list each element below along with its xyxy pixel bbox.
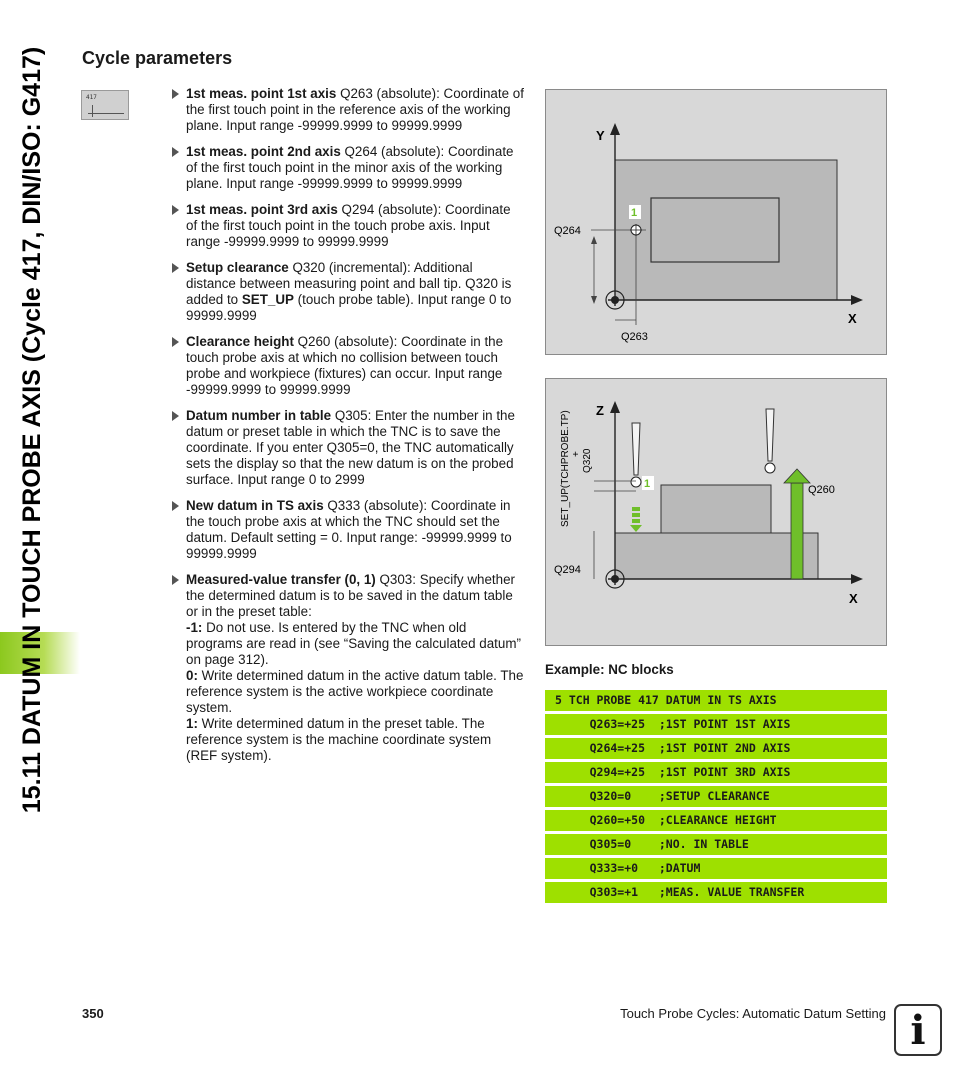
plus-label: +: [571, 451, 582, 457]
xy-diagram: [545, 89, 887, 355]
param-q260: Clearance height Q260 (absolute): Coordinate in the touch probe axis at which no collision between touch probe and workpiece (fixtures) can occur. Input range -99999.9999 to 99999.9999: [172, 334, 524, 398]
point-marker-2: 1: [644, 478, 651, 490]
nc-line: Q303=+1 ;MEAS. VALUE TRANSFER: [545, 882, 887, 903]
nc-line: Q333=+0 ;DATUM: [545, 858, 887, 879]
arrow-icon: [172, 147, 179, 157]
x-axis-label: X: [848, 311, 857, 326]
example-heading: Example: NC blocks: [545, 662, 674, 677]
param-q303: Measured-value transfer (0, 1) Q303: Specify whether the determined datum is to be saved in the datum table or in the preset table: -1: Do not use. Is entered by the TNC when old programs are read in (see “Saving the calculated datum” on page 312). 0: Write determined datum in the active datum table. The reference system is the active workpiece coordinate system. 1: Write determined datum in the preset table. The reference system is the machine coordinate system (REF system).: [172, 572, 524, 764]
param-q333: New datum in TS axis Q333 (absolute): Coordinate in the touch probe axis at which the TNC should set the datum. Default setting = 0. Input range: -99999.9999 to 99999.9999: [172, 498, 524, 562]
nc-line: Q263=+25 ;1ST POINT 1ST AXIS: [545, 714, 887, 735]
param-q320: Setup clearance Q320 (incremental): Additional distance between measuring point and ball tip. Q320 is added to SET_UP (touch probe table). Input range 0 to 99999.9999: [172, 260, 524, 324]
arrow-icon: [172, 411, 179, 421]
chapter-title: 15.11 DATUM IN TOUCH PROBE AXIS (Cycle 417, DIN/ISO: G417): [18, 46, 46, 814]
y-axis-label: Y: [596, 128, 605, 143]
param-q263: 1st meas. point 1st axis Q263 (absolute): Coordinate of the first touch point in the reference axis of the working plane. Input range -99999.9999 to 99999.9999: [172, 86, 524, 134]
page-number: 350: [82, 1006, 104, 1021]
footer-title: Touch Probe Cycles: Automatic Datum Setting: [620, 1006, 886, 1021]
q260-label: Q260: [808, 484, 835, 496]
q320-label: Q320: [582, 448, 593, 473]
parameter-list: [172, 86, 524, 774]
arrow-icon: [172, 501, 179, 511]
arrow-icon: [172, 575, 179, 585]
nc-line: Q320=0 ;SETUP CLEARANCE: [545, 786, 887, 807]
cycle-icon-label: 417: [86, 94, 97, 101]
nc-line: Q305=0 ;NO. IN TABLE: [545, 834, 887, 855]
q263-label: Q263: [621, 331, 648, 343]
section-heading: Cycle parameters: [82, 48, 233, 68]
arrow-icon: [172, 263, 179, 273]
setup-label: SET_UP(TCHPROBE.TP): [560, 410, 571, 527]
q294-label: Q294: [554, 564, 581, 576]
param-q294: 1st meas. point 3rd axis Q294 (absolute): Coordinate of the first touch point in the touch probe axis. Input range -99999.9999 to 99999.9999: [172, 202, 524, 250]
q264-label: Q264: [554, 225, 581, 237]
nc-line: 5 TCH PROBE 417 DATUM IN TS AXIS: [545, 690, 887, 711]
info-icon: i: [894, 1004, 942, 1056]
z-axis-label: Z: [596, 403, 604, 418]
arrow-icon: [172, 205, 179, 215]
param-q264: 1st meas. point 2nd axis Q264 (absolute): Coordinate of the first touch point in the minor axis of the working plane. Input range -99999.9999 to 99999.9999: [172, 144, 524, 192]
nc-line: Q294=+25 ;1ST POINT 3RD AXIS: [545, 762, 887, 783]
xz-diagram: [545, 378, 887, 646]
cycle-icon: [81, 90, 129, 120]
arrow-icon: [172, 89, 179, 99]
arrow-icon: [172, 337, 179, 347]
param-q305: Datum number in table Q305: Enter the number in the datum or preset table in which the TNC is to save the coordinate. If you enter Q305=0, the TNC automatically sets the display so that the new datum is on the probed surface. Input range 0 to 2999: [172, 408, 524, 488]
nc-line: Q260=+50 ;CLEARANCE HEIGHT: [545, 810, 887, 831]
nc-block-list: [545, 690, 887, 906]
point-marker: 1: [631, 207, 638, 219]
x-axis-label-2: X: [849, 591, 858, 606]
nc-line: Q264=+25 ;1ST POINT 2ND AXIS: [545, 738, 887, 759]
